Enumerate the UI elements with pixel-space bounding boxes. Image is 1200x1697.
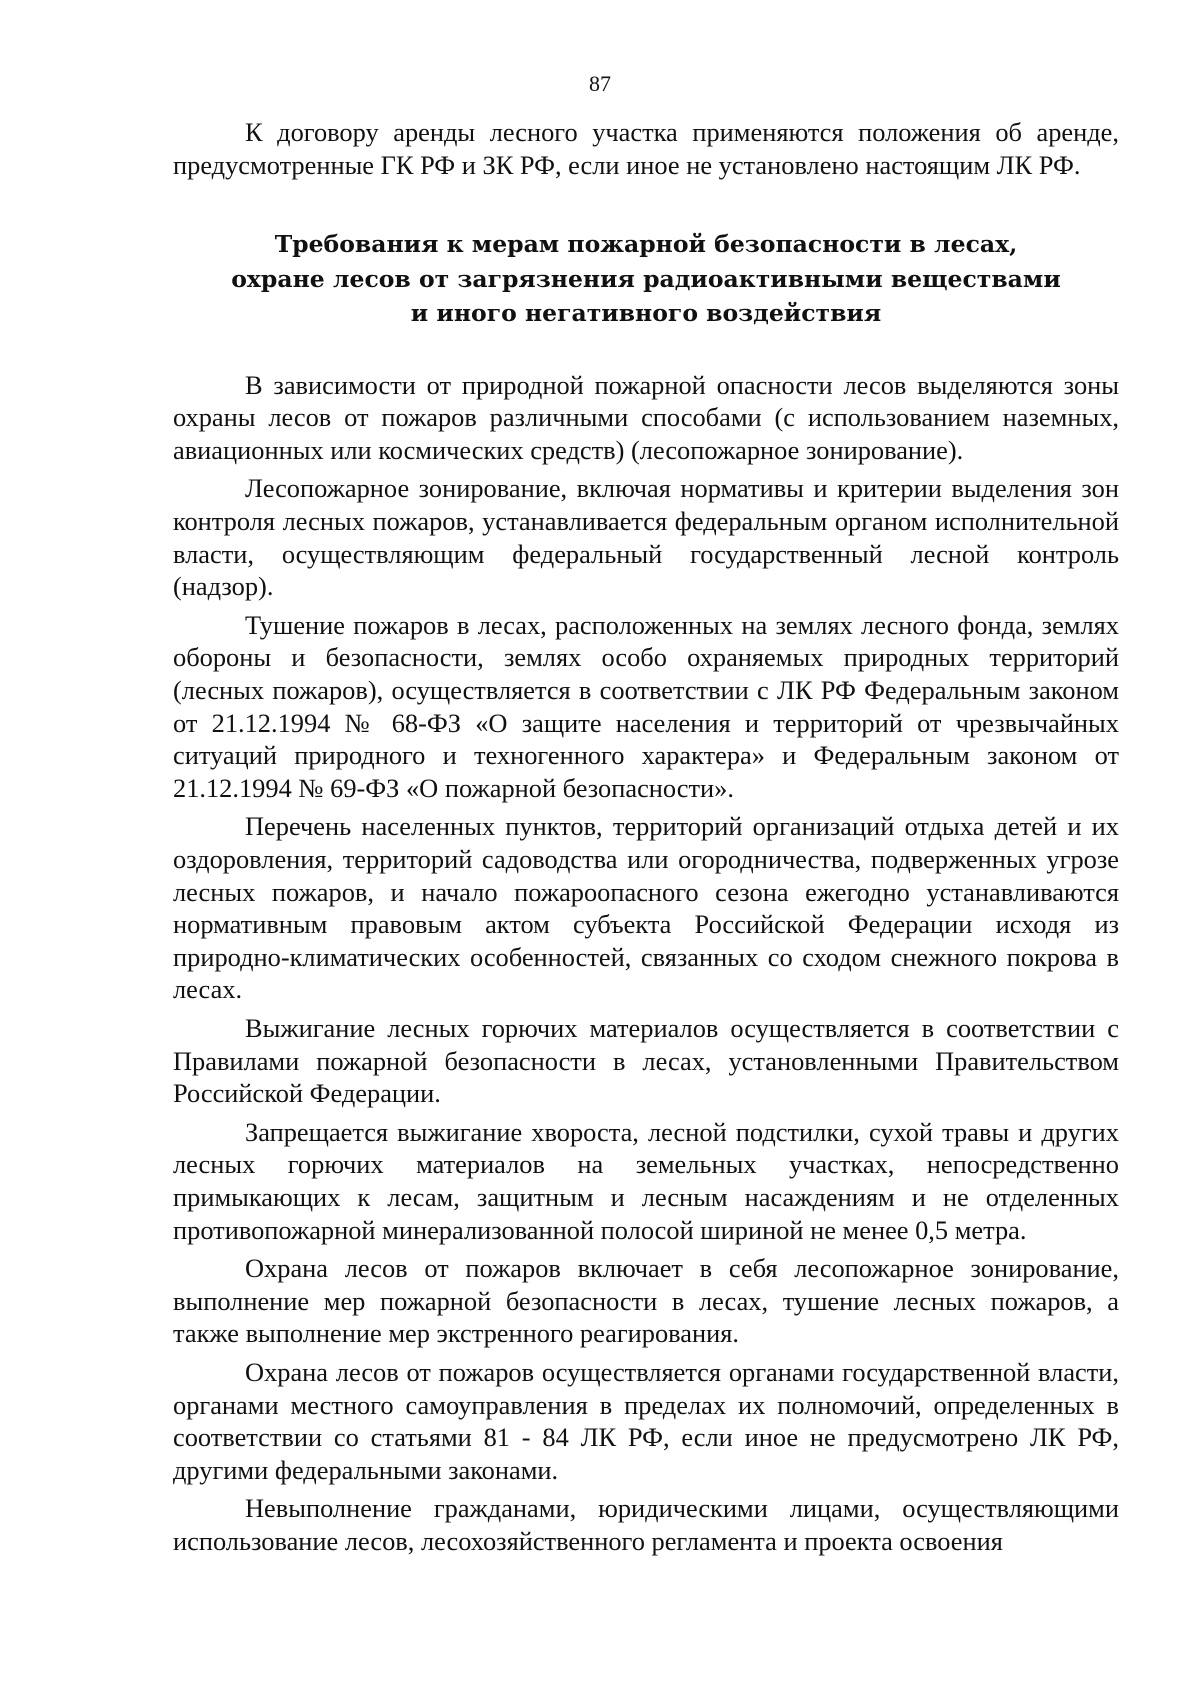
intro-paragraph: К договору аренды лесного участка применяются положения об аренде, предусмотренные ГК РФ и ЗК РФ, если иное не установлено настоящим ЛК РФ.: [173, 117, 1119, 180]
page-number: 87: [589, 71, 611, 96]
section-heading-line-2: охране лесов от загрязнения радиоактивными веществами: [231, 264, 1061, 293]
section-heading: [173, 227, 1119, 331]
document-body: [173, 116, 1119, 1557]
paragraph-fire-zones: В зависимости от природной пожарной опасности лесов выделяются зоны охраны лесов от пожаров различными способами (с использованием наземных, авиационных или космических средств) (лесопожарное зонирование).: [173, 369, 1119, 465]
paragraph-fire-protection-scope: Охрана лесов от пожаров включает в себя лесопожарное зонирование, выполнение мер пожарной безопасности в лесах, тушение лесных пожаров, а также выполнение мер экстренного реагирования.: [173, 1253, 1119, 1349]
paragraph-noncompliance: Невыполнение гражданами, юридическими лицами, осуществляющими использование лесов, лесохозяйственного регламента и проекта освоения: [173, 1493, 1119, 1556]
paragraph-zoning-authority: Лесопожарное зонирование, включая нормативы и критерии выделения зон контроля лесных пожаров, устанавливается федеральным органом исполнительной власти, осуществляющим федеральный государственный лесной контроль (надзор).: [173, 473, 1119, 602]
paragraph-settlements-list: Перечень населенных пунктов, территорий организаций отдыха детей и их оздоровления, территорий садоводства или огородничества, подверженных угрозе лесных пожаров, и начало пожароопасного сезона ежегодно устанавливаются нормативным правовым актом субъекта Российской Федерации исходя из природно-климатических особенностей, связанных со сходом снежного покрова в лесах.: [173, 811, 1119, 1005]
paragraph-burning-rules: Выжигание лесных горючих материалов осуществляется в соответствии с Правилами пожарной безопасности в лесах, установленными Правительством Российской Федерации.: [173, 1012, 1119, 1109]
section-heading-line-3: и иного негативного воздействия: [410, 299, 882, 328]
paragraph-burning-prohibition: Запрещается выжигание хвороста, лесной подстилки, сухой травы и других лесных горючих материалов на земельных участках, непосредственно примыкающих к лесам, защитным и лесным насаждениям и не отделенных противопожарной минерализованной полосой шириной не менее 0,5 метра.: [173, 1116, 1119, 1245]
paragraph-protection-authorities: Охрана лесов от пожаров осуществляется органами государственной власти, органами местного самоуправления в пределах их полномочий, определенных в соответствии со статьями 81 - 84 ЛК РФ, если иное не предусмотрено ЛК РФ, другими федеральными законами.: [173, 1356, 1119, 1485]
section-heading-line-1: Требования к мерам пожарной безопасности в лесах,: [274, 230, 1018, 259]
paragraph-firefighting-law: Тушение пожаров в лесах, расположенных на землях лесного фонда, землях обороны и безопасности, землях особо охраняемых природных территорий (лесных пожаров), осуществляется в соответствии с ЛК РФ Федеральным законом от 21.12.1994 № 68-ФЗ «О защите населения и территорий от чрезвычайных ситуаций природного и техногенного характера» и Федеральным законом от 21.12.1994 № 69-ФЗ «О пожарной безопасности».: [173, 609, 1119, 803]
